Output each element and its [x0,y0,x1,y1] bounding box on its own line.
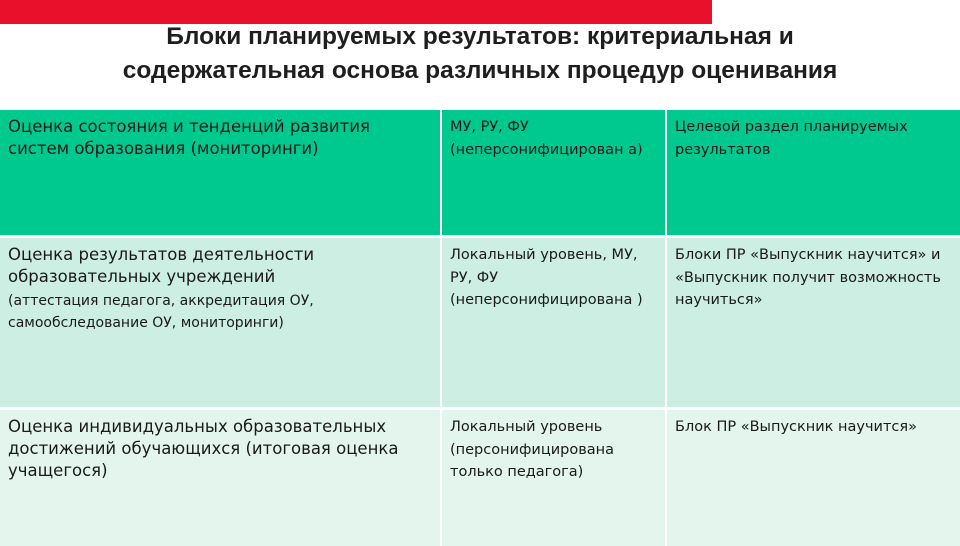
row2-cell-blocks [666,409,960,546]
header-cell-target-section [666,110,960,237]
row2-cell-levels-text: Локальный уровень (персонифицирована только педагога) [450,416,657,484]
row2-cell-individual [0,409,441,546]
row1-cell-blocks-text: Блоки ПР «Выпускник научится» и «Выпускник получит возможность научиться» [675,244,956,312]
header-cell-target-section-text: Целевой раздел планируемых результатов [675,116,956,161]
header-cell-levels-text: МУ, РУ, ФУ (неперсонифицирован а) [450,116,657,161]
results-table [0,110,960,546]
row2-cell-individual-text: Оценка индивидуальных образовательных достижений обучающихся (итоговая оценка учащегося) [8,416,432,482]
row2-cell-levels [441,409,666,546]
slide-title [0,20,960,88]
header-cell-levels [441,110,666,237]
row1-cell-institutions [0,237,441,409]
row1-cell-institutions-note: (аттестация педагога, аккредитация ОУ, самообследование ОУ, мониторинги) [8,290,432,334]
row1-cell-institutions-text: Оценка результатов деятельности образовательных учреждений [8,244,432,288]
table-row [0,409,960,546]
table-header-row [0,110,960,237]
row2-cell-blocks-text: Блок ПР «Выпускник научится» [675,416,956,439]
row1-cell-levels [441,237,666,409]
row1-cell-levels-text: Локальный уровень, МУ, РУ, ФУ (неперсонифицирована ) [450,244,657,312]
table-row [0,237,960,409]
slide-title-line-1: Блоки планируемых результатов: критериальная и [0,20,960,54]
slide-title-line-2: содержательная основа различных процедур оценивания [0,54,960,88]
header-cell-monitoring [0,110,441,237]
header-cell-monitoring-text: Оценка состояния и тенденций развития систем образования (мониторинги) [8,116,432,160]
row1-cell-blocks [666,237,960,409]
